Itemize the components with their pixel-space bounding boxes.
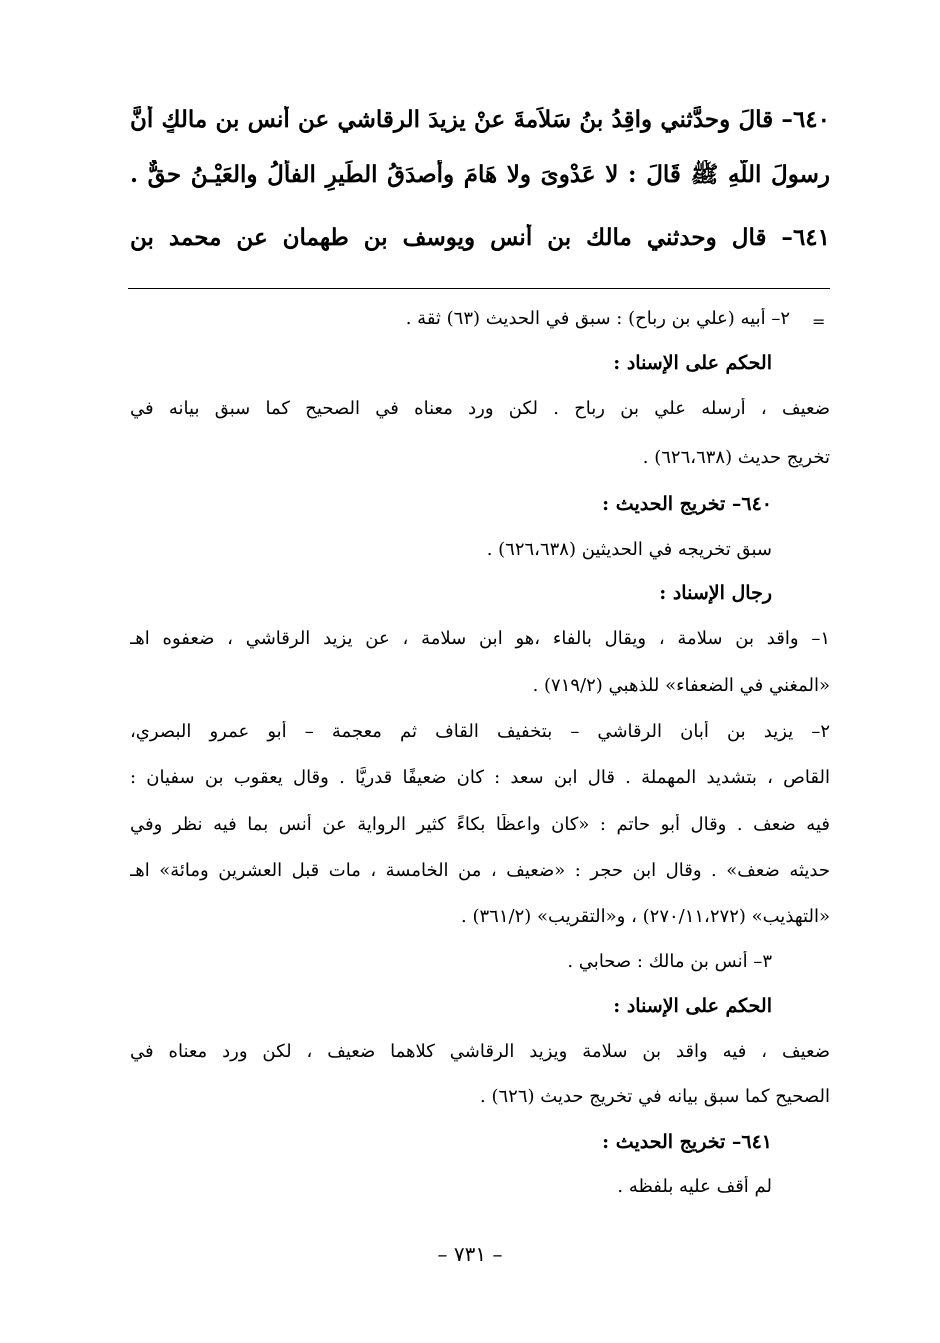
footnote-line: ضعيف ، فيه واقد بن سلامة ويزيد الرقاشي كلاهما ضعيف ، لكن ورد معناه في — [130, 1041, 830, 1062]
footnote-line: ١– واقد بن سلامة ، ويقال بالفاء ،هو ابن سلامة ، عن يزيد الرقاشي ، ضعفوه اهـ — [130, 628, 830, 649]
hadith-640-line-1: ٦٤٠– قالَ وحدَّثني واقِدُ بنُ سَلاَمةَ عنْ يزيدَ الرقاشي عن أنسِ بنِ مالكٍ أنَّ — [130, 106, 830, 133]
footnote-heading: ٦٤١– تخريج الحديث : — [602, 1131, 772, 1153]
hadith-640-line-2: رسولَ اللَّهِ ﷺ قَالَ : لا عَدْوىَ ولا هَامَ وأَصدَقُ الطِّيرِ الفألُ والعَيْـنُ حقٌّ . — [130, 161, 830, 188]
footnote-heading: ٦٤٠– تخريج الحديث : — [602, 493, 772, 515]
hadith-641-line-1: ٦٤١– قال وحدثني مالك بن أنس ويوسف بن طهمان عن محمد بن — [130, 224, 830, 251]
footnote-line: لم أقف عليه بلفظه . — [617, 1176, 772, 1197]
footnote-heading: الحكم على الإسناد : — [613, 995, 772, 1017]
footnote-line: حديثه ضعف» . وقال ابن حجر : «ضعيف ، من الخامسة ، مات قبل العشرين ومائة» اهـ — [130, 860, 830, 881]
footnote-line: ٣– أنس بن مالك : صحابي . — [567, 951, 772, 972]
footnote-line: الصحيح كما سبق بيانه في تخريج حديث (٦٢٦) . — [480, 1086, 830, 1107]
footnote-continuation-marker: = — [812, 312, 826, 331]
footnote-line: «المغني في الضعفاء» للذهبي (٧١٩/٢) . — [532, 675, 830, 696]
footnote-line: «التهذيب» (٢٧٠/١١،٢٧٢) ، و«التقريب» (٣٦١/٢) . — [461, 906, 830, 927]
footnote-line: ٢– يزيد بن أبان الرقاشي – بتخفيف القاف ثم معجمة – أبو عمرو البصري، — [130, 721, 830, 742]
footnote-line: سبق تخريجه في الحديثين (٦٢٦،٦٣٨) . — [486, 539, 772, 560]
footnote-line: ضعيف ، أرسله علي بن رباح . لكن ورد معناه في الصحيح كما سبق بيانه في — [130, 398, 830, 419]
footnote-line: ٢– أبيه (علي بن رباح) : سبق في الحديث (٦٣) ثقة . — [405, 308, 790, 329]
footnote-line: القاص ، بتشديد المهملة . قال ابن سعد : كان ضعيفًا قدريًّا . وقال يعقوب بن سفيان : — [130, 767, 830, 788]
footnote-line: تخريج حديث (٦٢٦،٦٣٨) . — [642, 447, 830, 468]
footnote-heading: الحكم على الإسناد : — [613, 352, 772, 374]
footnote-line: فيه ضعف . وقال أبو حاتم : «كان واعظًا بكاءً كثير الرواية عن أنس بما فيه نظر وفي — [130, 814, 830, 835]
footnote-heading: رجال الإسناد : — [659, 582, 772, 604]
footnote-separator — [128, 288, 830, 289]
page-number: – ٧٣١ – — [437, 1242, 503, 1266]
